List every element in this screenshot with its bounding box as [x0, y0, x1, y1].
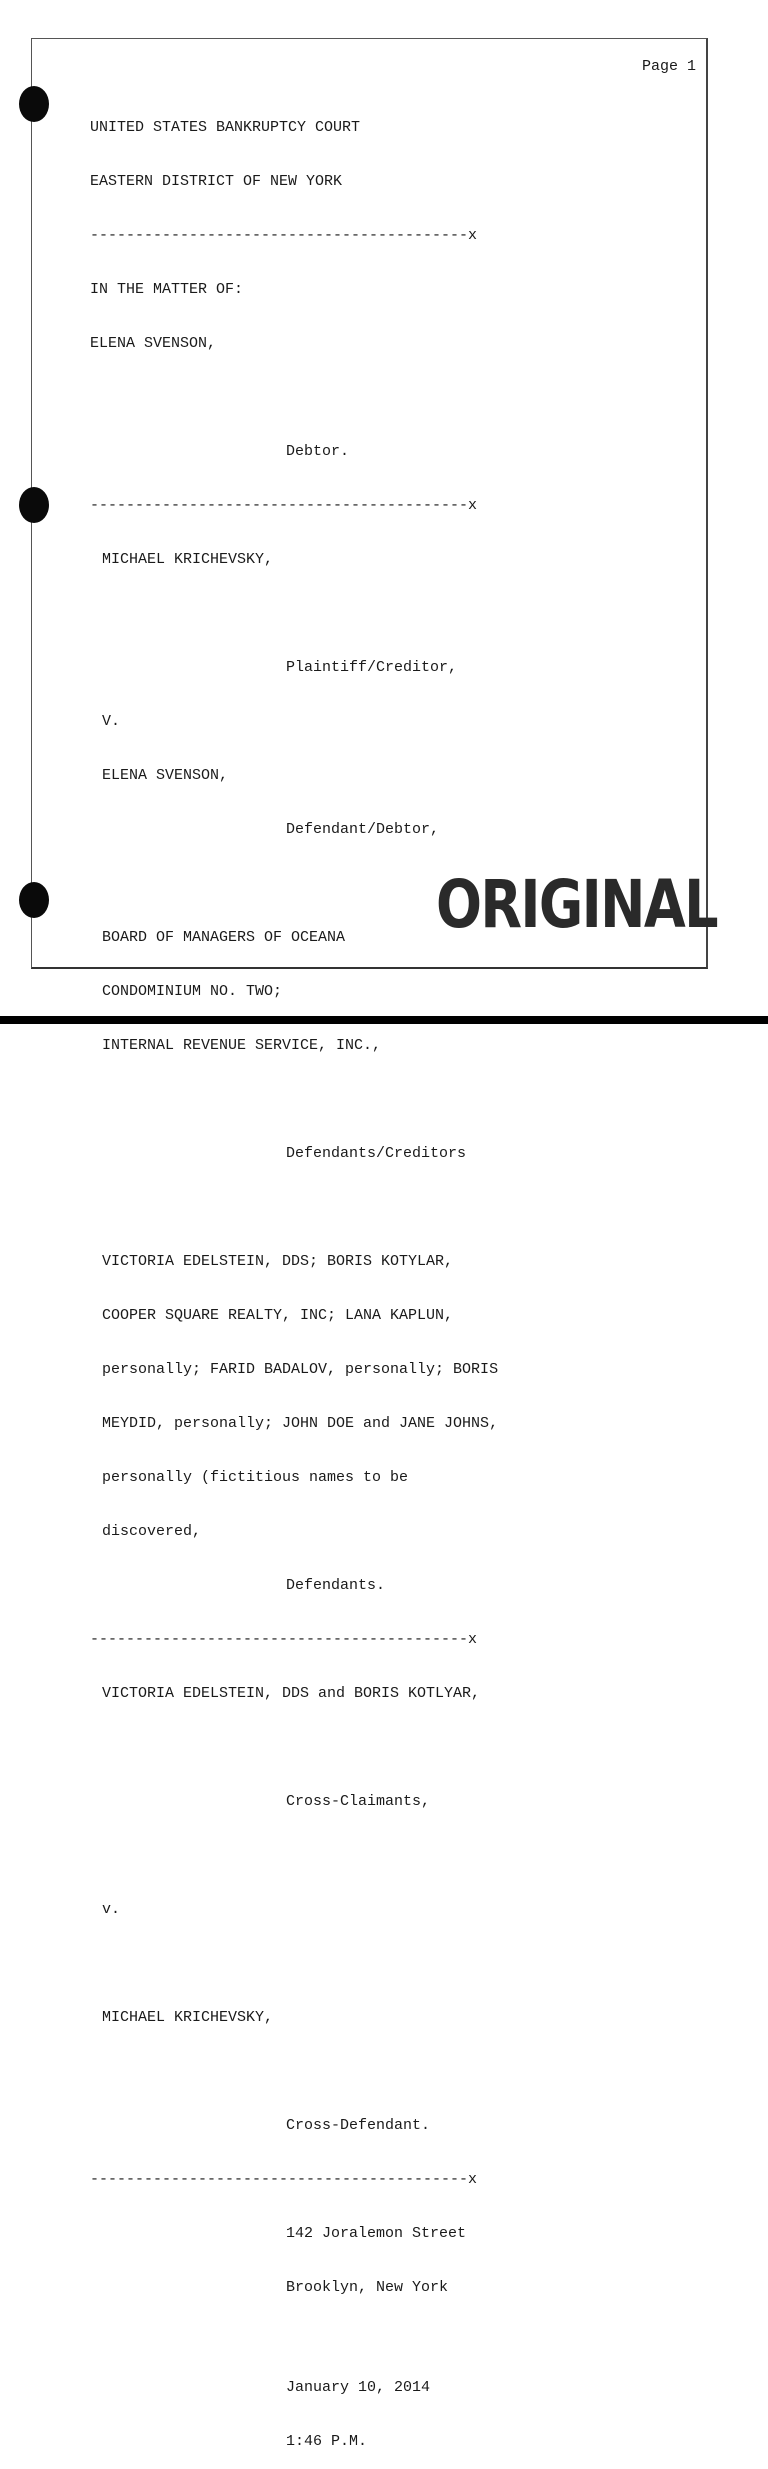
- defendants-line-5: personally (fictitious names to be: [102, 1469, 409, 1486]
- separator-line: ------------------------------------------x: [90, 2171, 478, 2188]
- defendants-line-4: MEYDID, personally; JOHN DOE and JANE JOHNS,: [102, 1415, 499, 1432]
- location-street: 142 Joralemon Street: [286, 2225, 467, 2242]
- matter-heading: IN THE MATTER OF:: [90, 281, 244, 298]
- scan-edge-bar: [0, 1016, 768, 1024]
- plaintiff-name: MICHAEL KRICHEVSKY,: [102, 551, 274, 568]
- creditors-role: Defendants/Creditors: [286, 1145, 467, 1162]
- caption-block: [90, 83, 560, 2469]
- court-name: UNITED STATES BANKRUPTCY COURT: [90, 119, 361, 136]
- creditor-line-2: CONDOMINIUM NO. TWO;: [102, 983, 283, 1000]
- defendants-line-1: VICTORIA EDELSTEIN, DDS; BORIS KOTYLAR,: [102, 1253, 454, 1270]
- creditor-line-1: BOARD OF MANAGERS OF OCEANA: [102, 929, 346, 946]
- cross-defendant-name: MICHAEL KRICHEVSKY,: [102, 2009, 274, 2026]
- separator-line: ------------------------------------------x: [90, 1631, 478, 1648]
- defendant-debtor-role: Defendant/Debtor,: [286, 821, 440, 838]
- punch-hole-bottom: [19, 882, 49, 918]
- defendants-line-2: COOPER SQUARE REALTY, INC; LANA KAPLUN,: [102, 1307, 454, 1324]
- cross-claimants-role: Cross-Claimants,: [286, 1793, 431, 1810]
- cross-defendant-role: Cross-Defendant.: [286, 2117, 431, 2134]
- page-number: Page 1: [641, 58, 696, 75]
- court-district: EASTERN DISTRICT OF NEW YORK: [90, 173, 343, 190]
- versus-upper: V.: [102, 713, 121, 730]
- defendants-line-6: discovered,: [102, 1523, 202, 1540]
- punch-hole-middle: [19, 487, 49, 523]
- punch-hole-top: [19, 86, 49, 122]
- hearing-time: 1:46 P.M.: [286, 2433, 368, 2450]
- defendants-line-3: personally; FARID BADALOV, personally; BORIS: [102, 1361, 499, 1378]
- versus-lower: v.: [102, 1901, 121, 1918]
- creditor-line-3: INTERNAL REVENUE SERVICE, INC.,: [102, 1037, 382, 1054]
- defendants-role: Defendants.: [286, 1577, 386, 1594]
- original-stamp: ORIGINAL: [436, 866, 717, 943]
- location-city: Brooklyn, New York: [286, 2279, 449, 2296]
- debtor-name: ELENA SVENSON,: [90, 335, 217, 352]
- plaintiff-role: Plaintiff/Creditor,: [286, 659, 458, 676]
- separator-line: ------------------------------------------x: [90, 497, 478, 514]
- cross-claimants-name: VICTORIA EDELSTEIN, DDS and BORIS KOTLYAR,: [102, 1685, 481, 1702]
- defendant-debtor-name: ELENA SVENSON,: [102, 767, 229, 784]
- hearing-date: January 10, 2014: [286, 2379, 431, 2396]
- separator-line: ------------------------------------------x: [90, 227, 478, 244]
- debtor-role: Debtor.: [286, 443, 350, 460]
